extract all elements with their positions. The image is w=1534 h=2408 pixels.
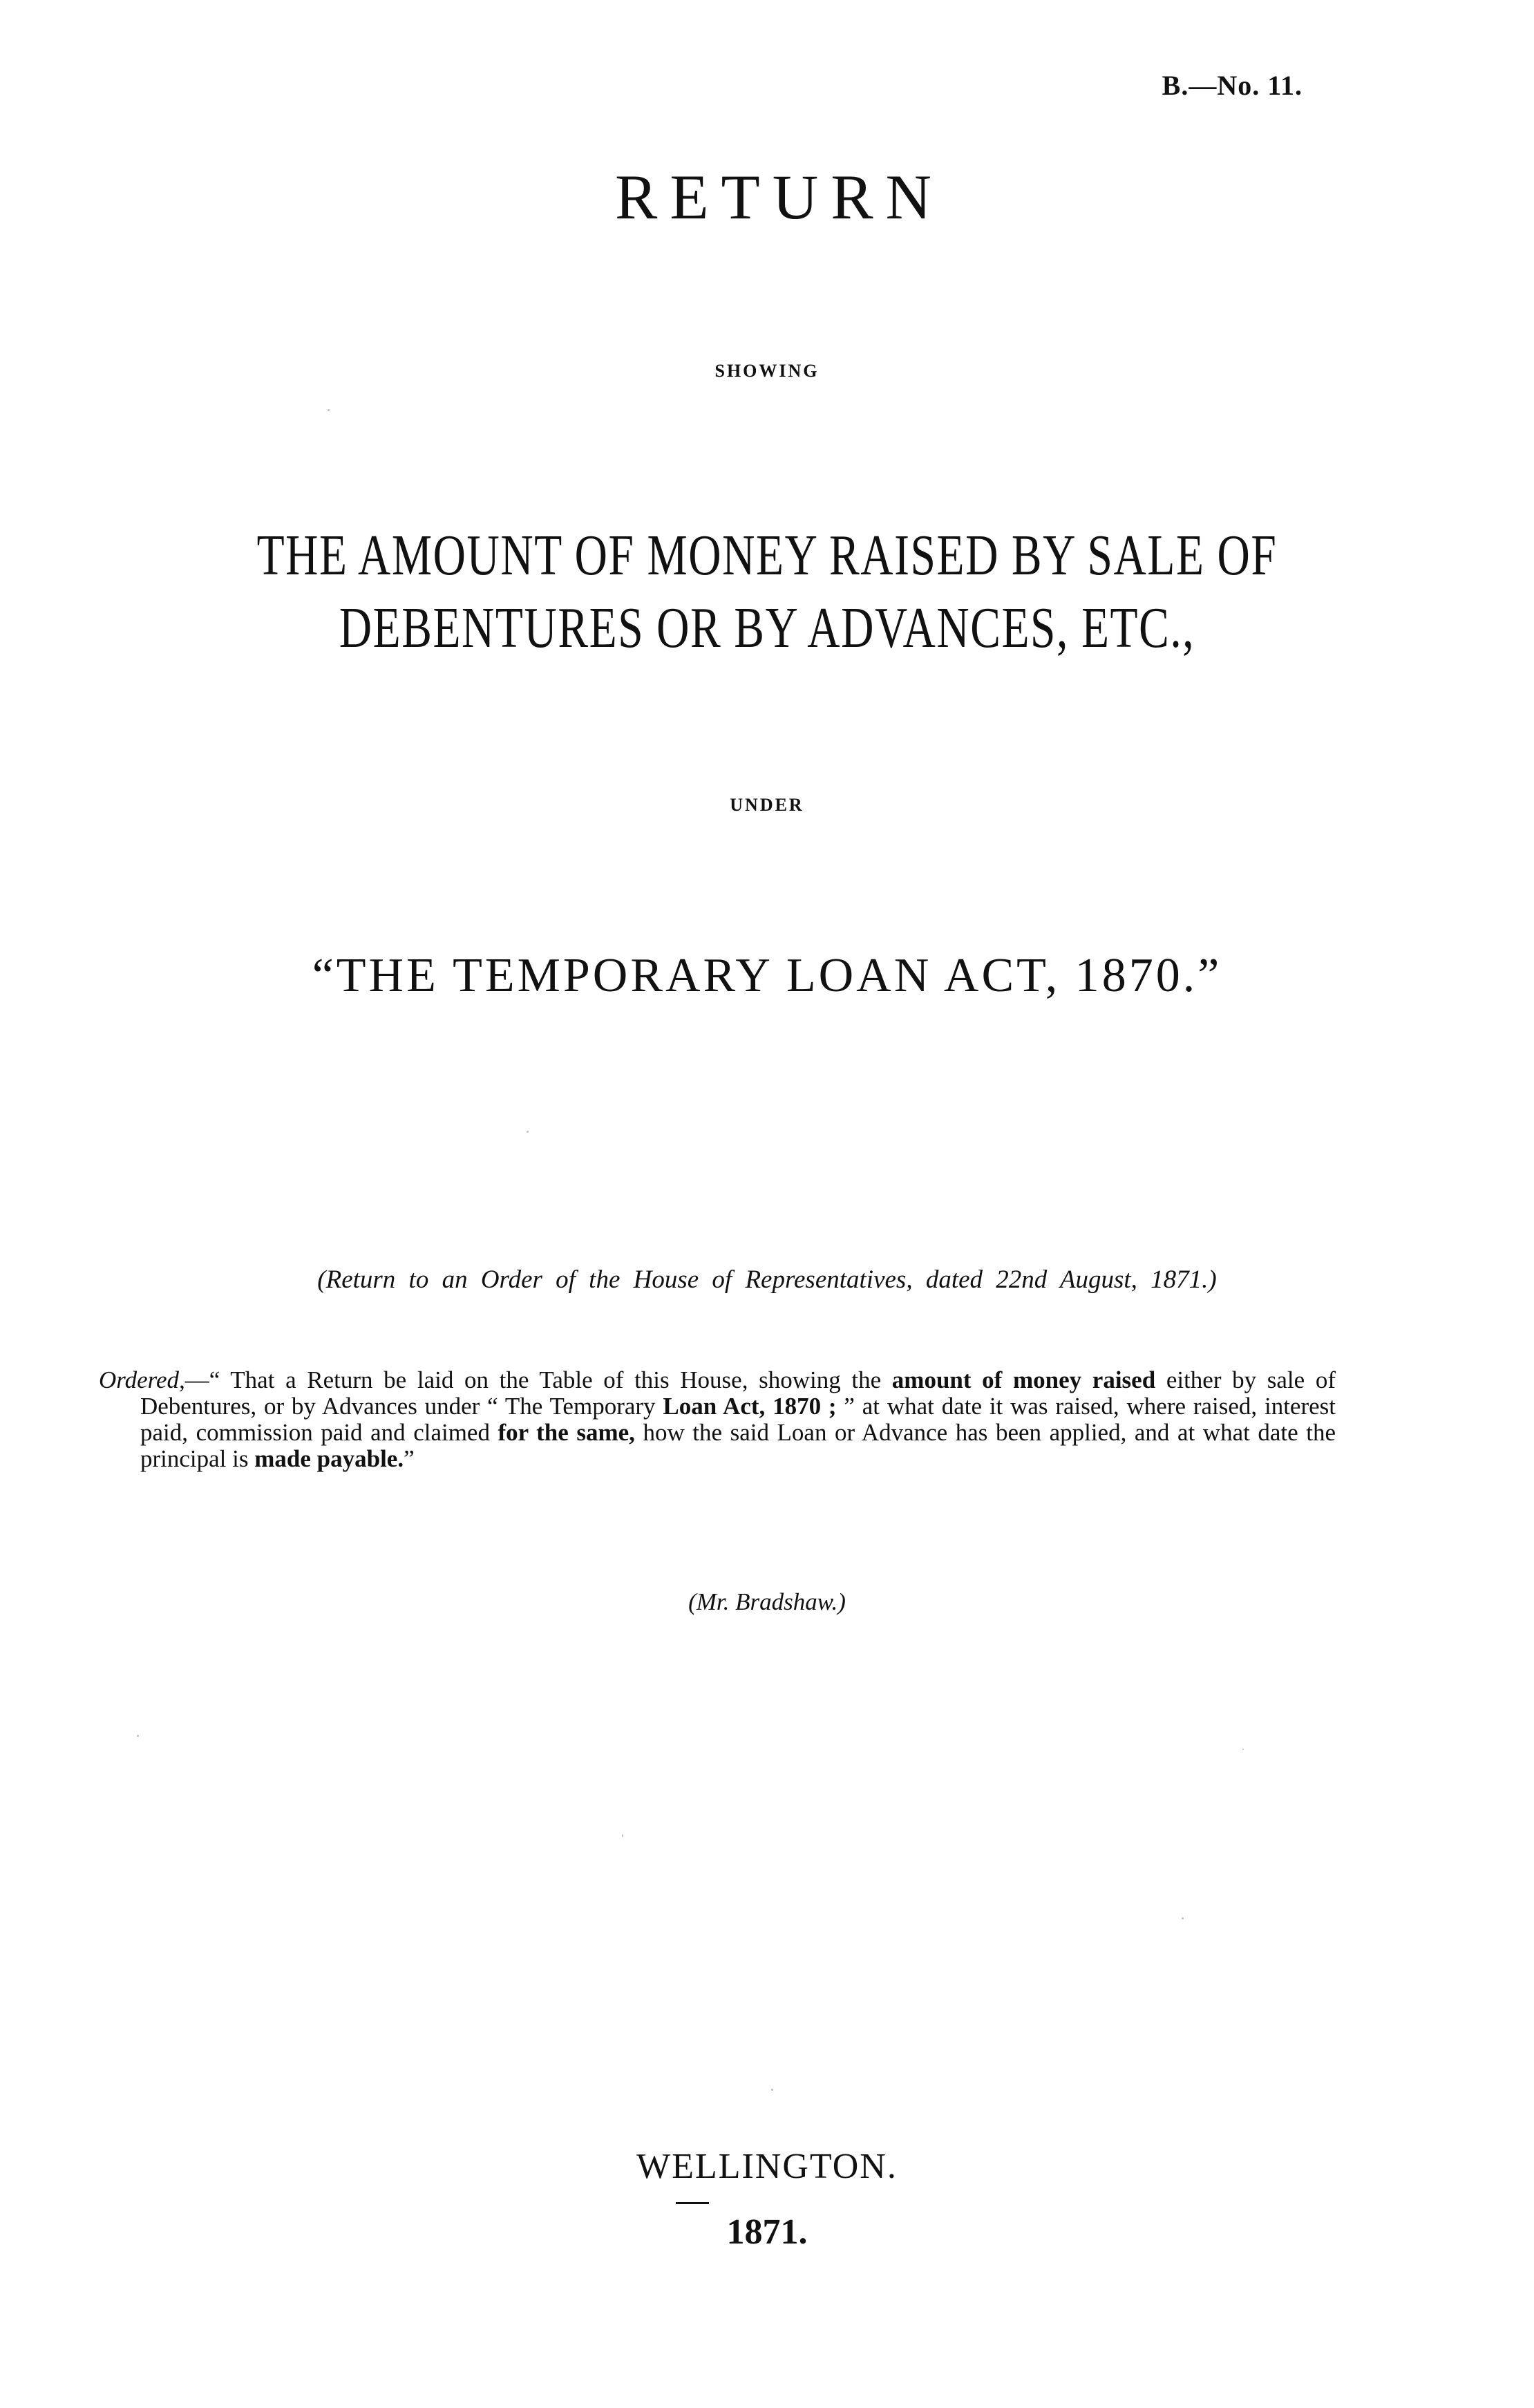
under-label: UNDER (730, 795, 804, 815)
ordered-text-e: ” (404, 1445, 415, 1472)
separator-rule (676, 2202, 709, 2204)
ordered-bold-c: for the same, (498, 1419, 635, 1446)
ordered-text-d: how the said Loan or Advance has been applied, and at what date the principal is (140, 1419, 1336, 1472)
ordered-bold-b: Loan Act, 1870 ; (663, 1393, 837, 1420)
subject-line-2: DEBENTURES OR BY ADVANCES, ETC., (339, 596, 1195, 660)
paper-number: B.—No. 11. (1162, 70, 1303, 101)
ordered-bold-a: amount of money raised (891, 1366, 1156, 1393)
publication-year: 1871. (726, 2212, 808, 2252)
scan-speck (527, 1131, 529, 1133)
act-title: “THE TEMPORARY LOAN ACT, 1870.” (312, 949, 1222, 1002)
place-of-publication: WELLINGTON. (636, 2147, 898, 2186)
scan-speck (1182, 1917, 1184, 1919)
scan-speck (137, 1735, 139, 1737)
ordered-bold-d: made payable. (254, 1445, 404, 1472)
order-caption: (Return to an Order of the House of Representatives, dated 22nd August, 1871.) (317, 1266, 1217, 1294)
ordered-lead: Ordered, (99, 1366, 185, 1393)
ordered-paragraph (99, 1367, 1336, 1472)
ordered-text-a: —“ That a Return be laid on the Table of this House, showing the (184, 1366, 892, 1393)
ordered-text-b: either by sale of Debentures, or by Advances under “ The Temporary (140, 1366, 1336, 1420)
scan-speck (328, 409, 330, 411)
mover-credit: (Mr. Bradshaw.) (688, 1588, 846, 1615)
ordered-text-c: ” at what date it was raised, where raised, interest paid, commission paid and claimed (140, 1393, 1336, 1446)
scan-speck (622, 1834, 623, 1837)
scan-speck (1242, 1749, 1244, 1750)
scan-speck (771, 2089, 773, 2091)
showing-label: SHOWING (714, 361, 820, 381)
subject-line-1: THE AMOUNT OF MONEY RAISED BY SALE OF (256, 523, 1278, 587)
document-title: RETURN (615, 162, 944, 232)
